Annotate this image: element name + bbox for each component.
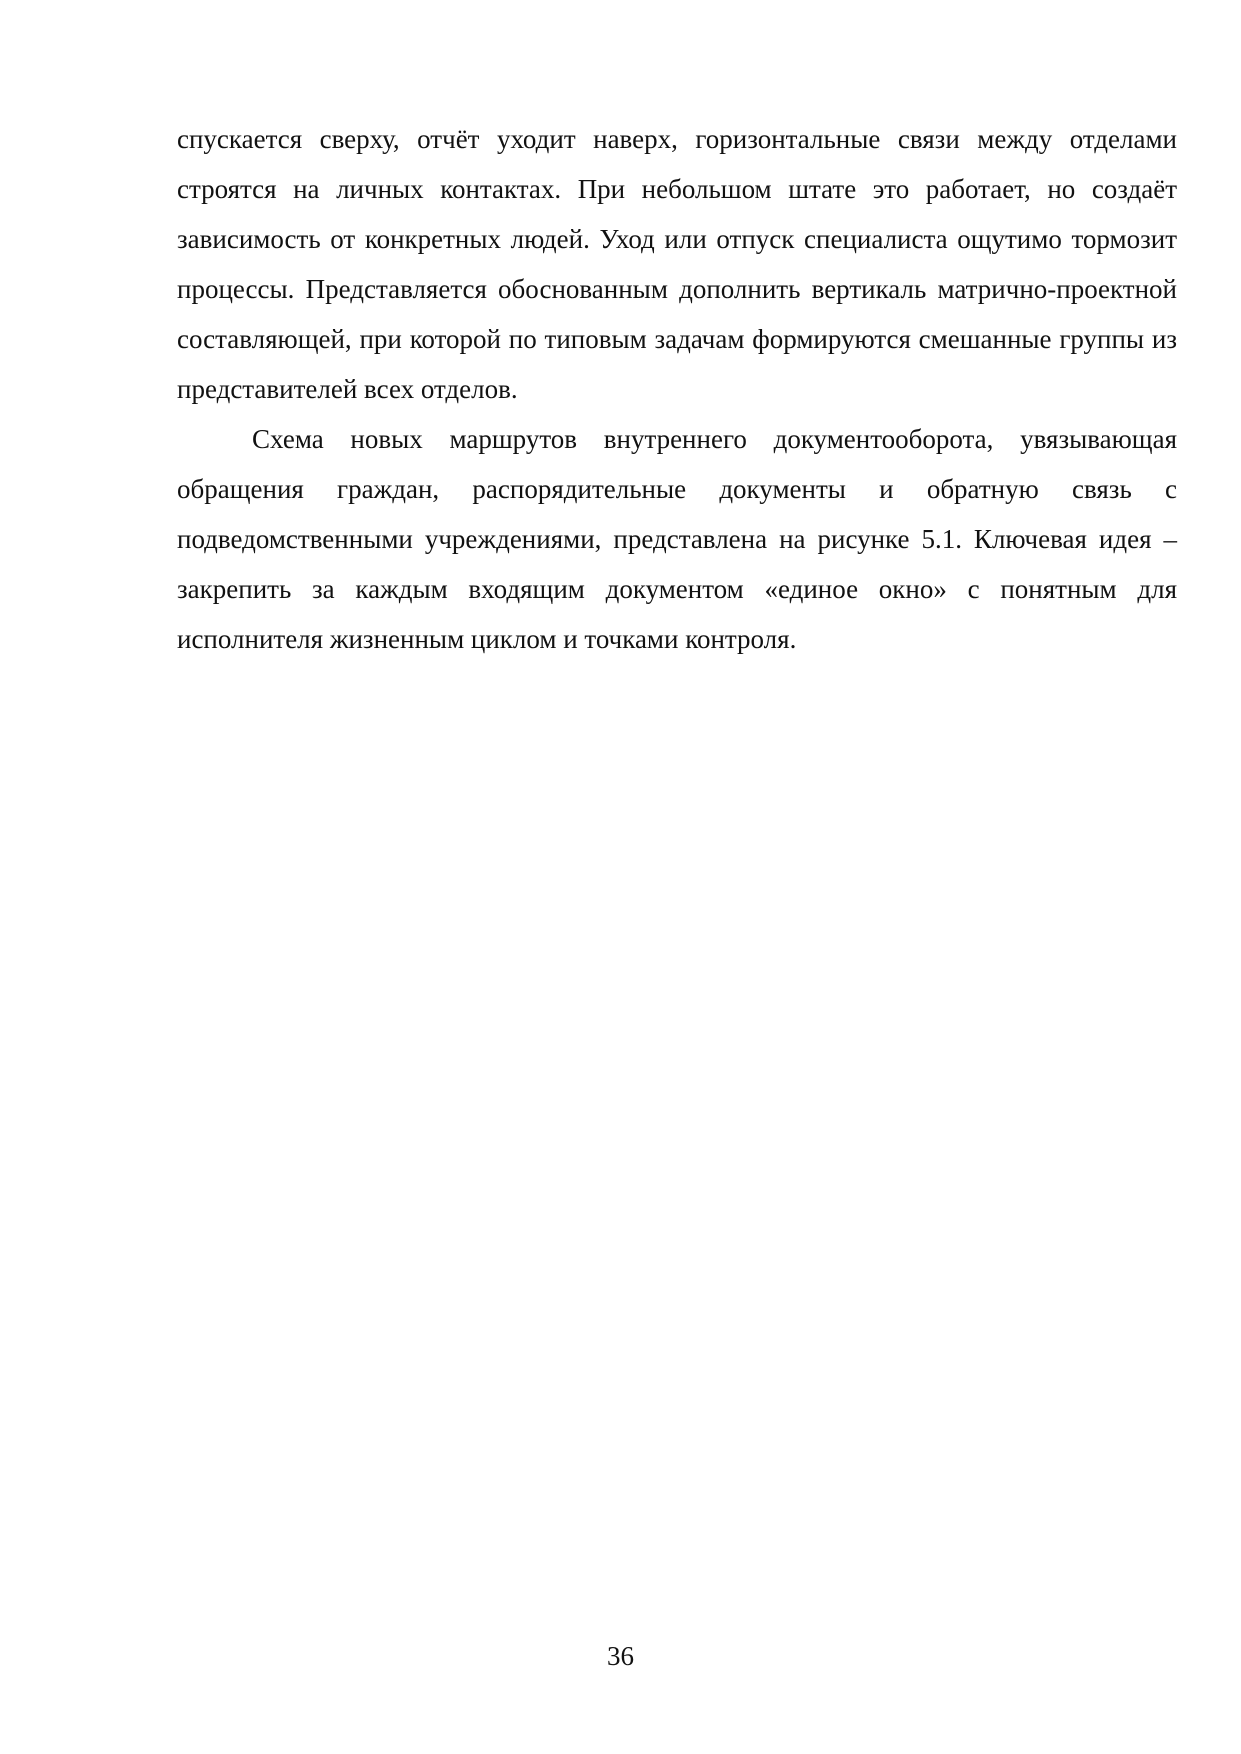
page-number: 36 xyxy=(607,1641,634,1671)
document-body xyxy=(177,114,1177,664)
paragraph-document-flow: Схема новых маршрутов внутреннего документооборота, увязывающая обращения граждан, распорядительные документы и обратную связь с подведомственными учреждениями, представлена на рисунке 5.1. Ключевая идея – закрепить за каждым входящим документом «единое окно» с понятным для исполнителя жизненным циклом и точками контроля. xyxy=(177,424,1177,654)
paragraph-continuation: спускается сверху, отчёт уходит наверх, горизонтальные связи между отделами строятся на личных контактах. При небольшом штате это работает, но создаёт зависимость от конкретных людей. Уход или отпуск специалиста ощутимо тормозит процессы. Представляется обоснованным дополнить вертикаль матрично-проектной составляющей, при которой по типовым задачам формируются смешанные группы из представителей всех отделов. xyxy=(177,124,1177,404)
